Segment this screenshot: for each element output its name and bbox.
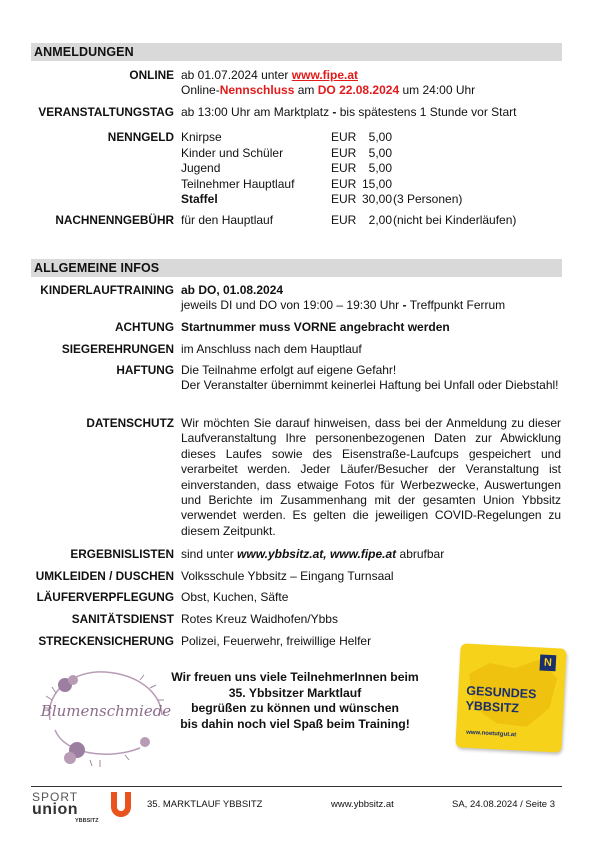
late-fee-value [181, 213, 561, 229]
fee-amount: 5,00 [368, 145, 392, 160]
row-changing [31, 569, 562, 585]
union-label: union [32, 801, 79, 818]
row-medical [31, 612, 562, 628]
fee-note: (3 Personen) [393, 192, 463, 206]
label-catering: LÄUFERVERPFLEGUNG [36, 590, 174, 604]
label-liability: HAFTUNG [116, 363, 174, 377]
deadline-label: Nennschluss [219, 83, 295, 97]
fee-note: (nicht bei Kinderläufen) [393, 213, 517, 227]
row-attention [31, 320, 562, 336]
fee-table [181, 130, 561, 208]
label-eventday: VERANSTALTUNGSTAG [38, 105, 174, 119]
fee-amount: 30,00 [361, 192, 392, 206]
label-kids-training: KINDERLAUFTRAINING [40, 283, 174, 297]
health-logo [455, 643, 566, 752]
link-fipe-results[interactable]: www.fipe.at [329, 547, 397, 561]
fee-amount: 2,00 [368, 213, 392, 227]
liability-line2: Der Veranstalter übernimmt keinerlei Haftung bei Unfall oder Diebstahl! [181, 378, 559, 392]
eventday-dash: - [332, 105, 337, 119]
nö-badge-icon [539, 654, 556, 671]
label-medical: SANITÄTSDIENST [71, 612, 174, 626]
welcome-line: 35. Ybbsitzer Marktlauf [228, 685, 362, 700]
fee-row [181, 146, 561, 162]
link-ybbsitz[interactable]: www.ybbsitz.at [237, 547, 324, 561]
footer-page: SA, 24.08.2024 / Seite 3 [452, 799, 555, 810]
row-eventday [31, 105, 562, 121]
row-awards [31, 342, 562, 358]
row-results [31, 547, 562, 563]
health-title-2: YBBSITZ [465, 698, 520, 716]
label-changing: UMKLEIDEN / DUSCHEN [35, 569, 174, 583]
kids-training-dash: - [399, 298, 410, 312]
footer-event: 35. MARKTLAUF YBBSITZ [147, 799, 263, 810]
liability-line1: Die Teilnahme erfolgt auf eigene Gefahr! [181, 363, 397, 377]
label-awards: SIEGEREHRUNGEN [61, 342, 174, 356]
footer-divider [31, 786, 562, 787]
results-value [181, 547, 561, 562]
health-url: www.noetutgut.at [465, 729, 517, 739]
welcome-message [160, 670, 430, 732]
row-online [31, 68, 562, 100]
welcome-line: Wir freuen uns viele TeilnehmerInnen beim [171, 670, 419, 684]
value-online [181, 68, 561, 98]
online-text-am: am [294, 83, 318, 97]
kids-training-time: jeweils DI und DO von 19:00 – 19:30 Uhr [181, 298, 400, 312]
fee-currency: EUR [331, 161, 357, 175]
fee-item-name: Kinder und Schüler [181, 145, 284, 160]
value-catering: Obst, Kuchen, Säfte [181, 590, 289, 604]
fee-item-name: für den Hauptlauf [181, 213, 274, 227]
section-header-general: ALLGEMEINE INFOS [31, 259, 562, 277]
label-privacy: DATENSCHUTZ [86, 416, 174, 430]
online-prefix: ab 01.07.2024 unter [181, 68, 289, 82]
online-text: Online- [181, 83, 220, 97]
ybbsitz-label: YBBSITZ [75, 818, 99, 824]
label-online: ONLINE [129, 68, 174, 82]
value-security: Polizei, Feuerwehr, freiwillige Helfer [181, 634, 372, 648]
label-results: ERGEBNISLISTEN [70, 547, 174, 561]
kids-training-place: Treffpunkt Ferrum [409, 298, 506, 312]
fee-currency: EUR [331, 130, 357, 144]
results-suffix: abrufbar [396, 547, 445, 561]
sport-union-logo [32, 788, 140, 828]
fee-item-name: Teilnehmer Hauptlauf [181, 176, 295, 191]
row-privacy [31, 416, 562, 542]
row-fee [31, 130, 562, 210]
fee-currency: EUR [331, 176, 357, 191]
value-changing: Volksschule Ybbsitz – Eingang Turnsaal [181, 569, 394, 583]
eventday-text-a: ab 13:00 Uhr am Marktplatz [181, 105, 333, 119]
fee-currency: EUR [331, 145, 357, 160]
label-attention: ACHTUNG [115, 320, 174, 334]
fee-item-name: Knirpse [181, 130, 222, 144]
value-awards: im Anschluss nach dem Hauptlauf [181, 342, 362, 356]
fee-row [181, 161, 561, 177]
deadline-date: DO 22.08.2024 [317, 83, 400, 97]
link-fipe[interactable]: www.fipe.at [291, 68, 359, 82]
row-kids-training [31, 283, 562, 315]
fee-item-name: Jugend [181, 161, 221, 175]
value-medical: Rotes Kreuz Waidhofen/Ybbs [181, 612, 338, 626]
fee-amount: 15,00 [361, 176, 392, 191]
florist-logo [30, 660, 180, 770]
label-late-fee: NACHNENNGEBÜHR [55, 213, 174, 227]
union-u-icon [108, 790, 134, 820]
nö-badge-letter: N [543, 656, 553, 670]
sport-label: SPORT [32, 790, 79, 804]
value-attention: Startnummer muss VORNE angebracht werden [181, 320, 450, 334]
value-eventday [181, 105, 561, 120]
fee-amount: 5,00 [368, 161, 392, 175]
fee-row [181, 177, 561, 193]
fee-amount: 5,00 [368, 130, 392, 144]
row-late-fee [31, 213, 562, 229]
results-sep: , [323, 547, 330, 561]
label-security: STRECKENSICHERUNG [38, 634, 174, 648]
fee-item-name: Staffel [181, 192, 218, 206]
fee-row [181, 213, 561, 229]
fee-row [181, 192, 561, 208]
welcome-line: bis dahin noch viel Spaß beim Training! [180, 716, 410, 731]
health-title-1: GESUNDES [465, 683, 537, 702]
kids-training-date: ab DO, 01.08.2024 [181, 283, 284, 297]
footer-website[interactable]: www.ybbsitz.at [331, 799, 394, 810]
label-fee: NENNGELD [107, 130, 174, 144]
fee-row [181, 130, 561, 146]
eventday-text-c: bis spätestens 1 Stunde vor Start [336, 105, 517, 119]
kids-training-value [181, 283, 561, 313]
deadline-time: um 24:00 Uhr [399, 83, 476, 97]
results-prefix: sind unter [181, 547, 238, 561]
welcome-line: begrüßen zu können und wünschen [191, 701, 399, 716]
section-header-registration: ANMELDUNGEN [31, 43, 562, 61]
fee-currency: EUR [331, 213, 357, 227]
value-privacy: Wir möchten Sie darauf hinweisen, dass bei der Anmeldung zu dieser Laufveranstaltung Ihre personenbezogenen Daten zur Abwicklung dieses Laufes sowie des Eisenstraße-Laufcups gespeichert und verarbeitet werden. Jeder Läufer/Besucher der Veranstaltung ist einverstanden, dass etwaige Fotos für Werbezwecke, Auswertungen und Berichte im Zusammenhang mit der gesamten Union Ybbsitz verwendet werden. Es gelten die jeweiligen COVID-Regelungen zu diesem Zeitpunkt. [181, 416, 561, 538]
fee-currency: EUR [331, 192, 357, 206]
florist-name: Blumenschmiede [40, 702, 172, 720]
row-catering [31, 590, 562, 606]
row-liability [31, 363, 562, 409]
liability-value [181, 363, 561, 393]
